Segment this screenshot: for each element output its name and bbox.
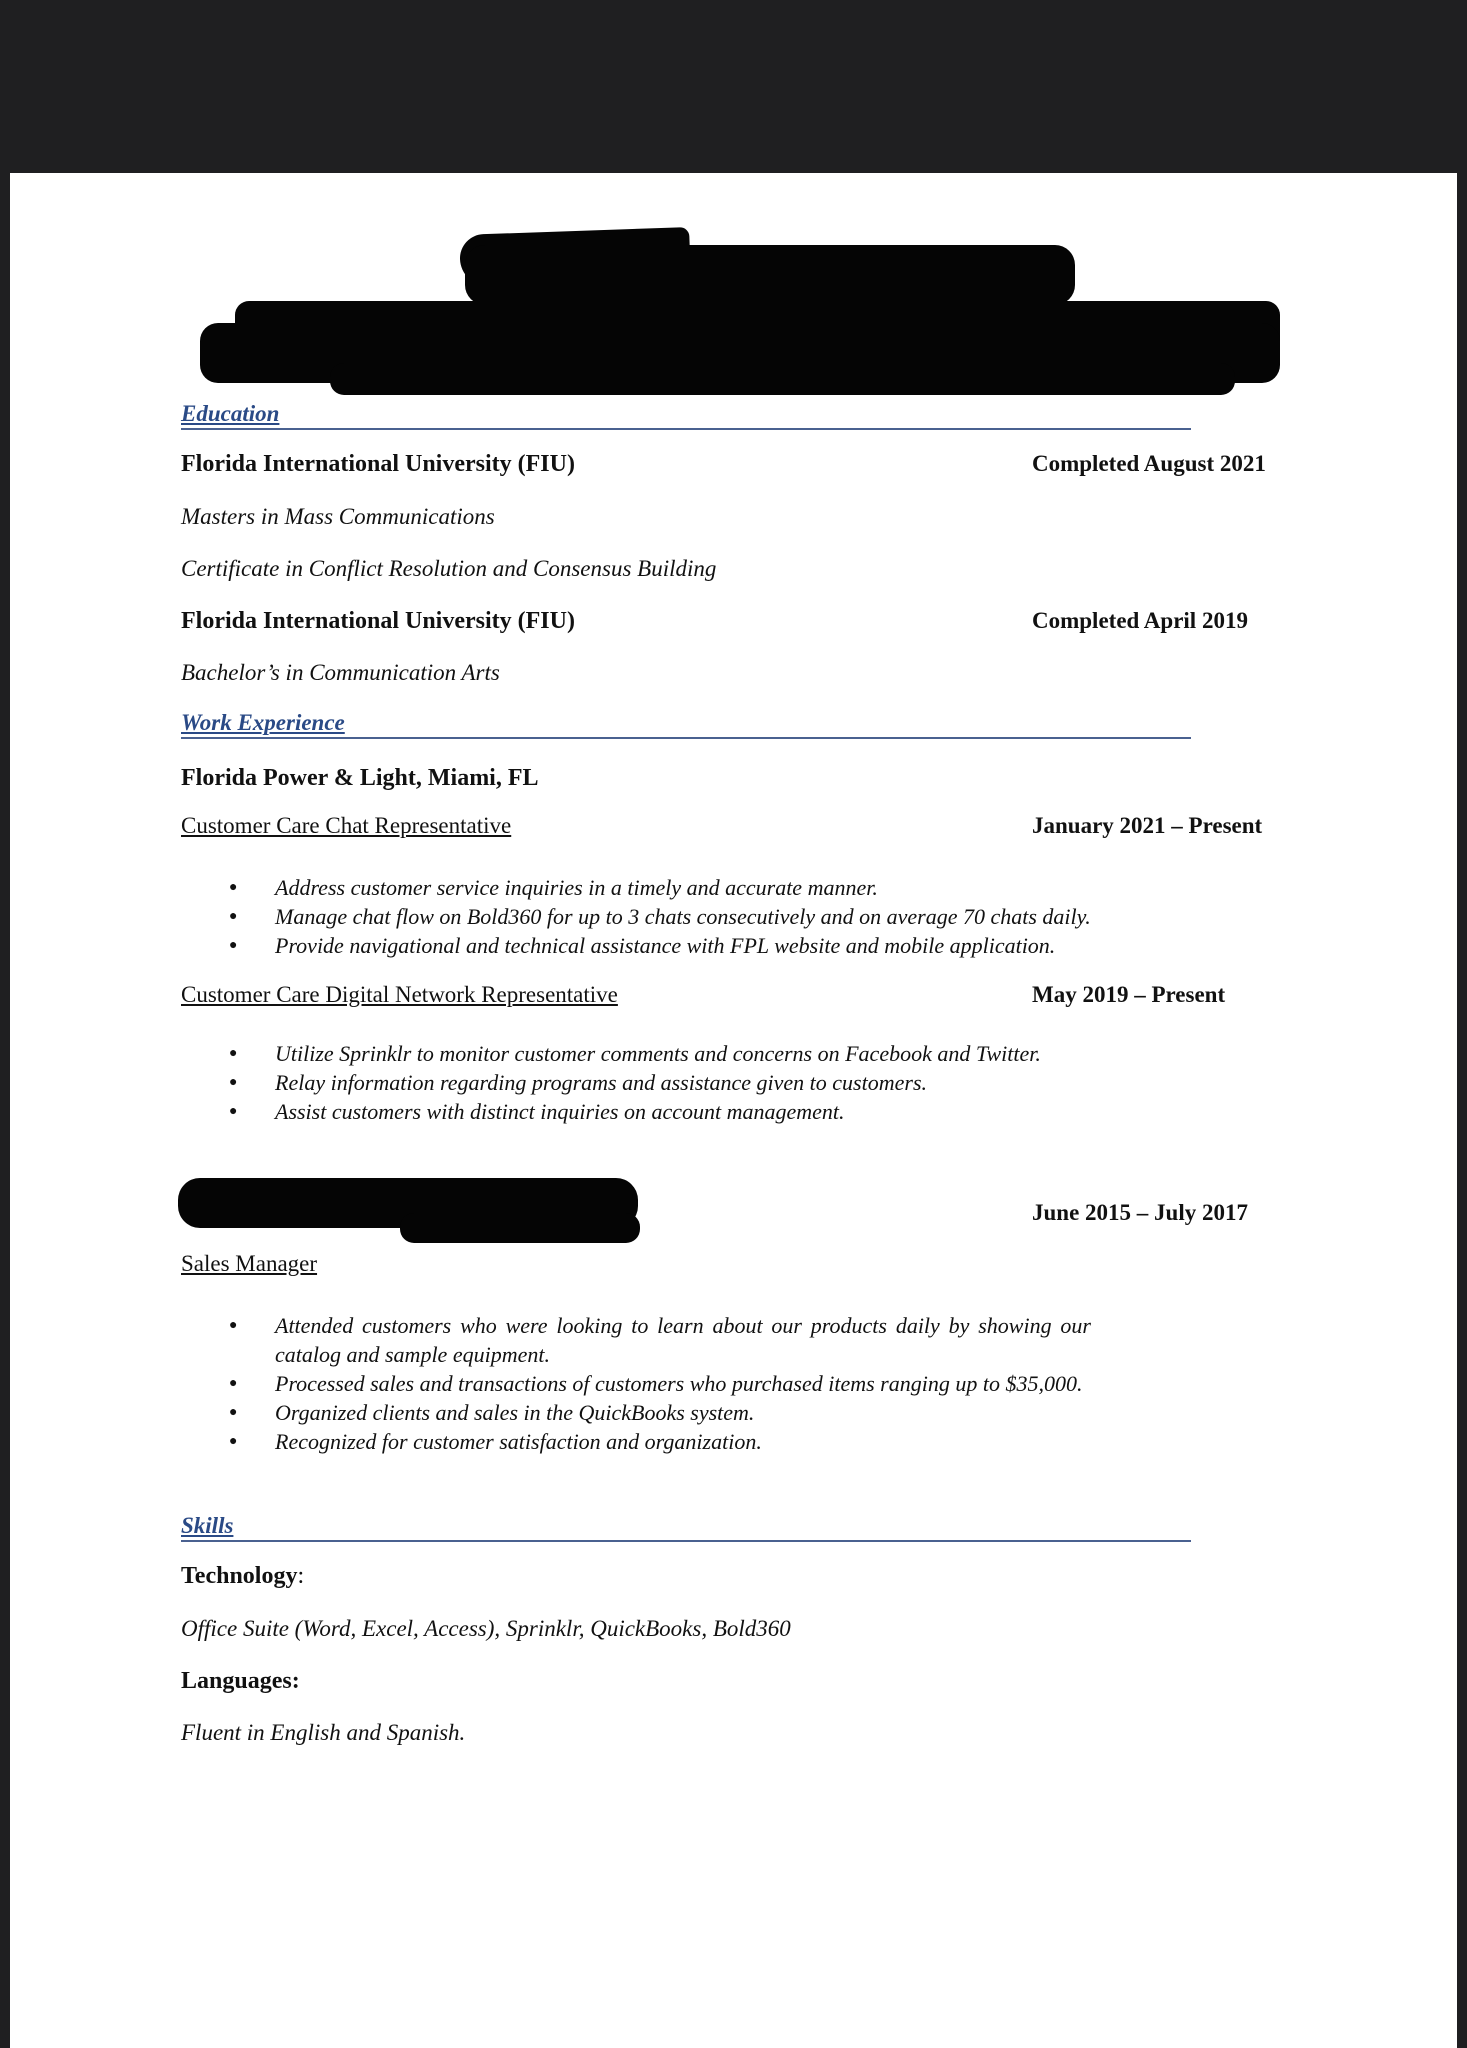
job-date-3: June 2015 – July 2017 [1032,1200,1248,1225]
education-heading-rule [181,398,1191,430]
list-item: ● Assist customers with distinct inquiries on account management. [225,1097,1091,1126]
education-date-1: Completed August 2021 [1032,451,1266,476]
technology-label-text: Technology [181,1563,298,1589]
job-date-2: May 2019 – Present [1032,982,1226,1007]
employer-name-1: Florida Power & Light, Miami, FL [181,765,539,791]
job-title-2: Customer Care Digital Network Representative [181,982,618,1007]
work-heading: Work Experience [181,710,345,735]
education-degree-1: Masters in Mass Communications [181,504,495,529]
education-date-2: Completed April 2019 [1032,608,1248,633]
list-item: ● Utilize Sprinklr to monitor customer comments and concerns on Facebook and Twitter. [225,1039,1091,1068]
list-item: ● Manage chat flow on Bold360 for up to 3 chats consecutively and on average 70 chats daily. [225,902,1091,931]
education-certificate-1: Certificate in Conflict Resolution and Consensus Building [181,556,717,581]
languages-value: Fluent in English and Spanish. [181,1720,466,1745]
list-item: ● Recognized for customer satisfaction and organization. [225,1427,1091,1456]
education-school-1: Florida International University (FIU) [181,451,575,477]
list-item: ● Address customer service inquiries in a timely and accurate manner. [225,873,1091,902]
list-item: ● Provide navigational and technical assistance with FPL website and mobile application. [225,931,1091,960]
resume-page [10,173,1457,2048]
list-item: ● Relay information regarding programs and assistance given to customers. [225,1068,1091,1097]
job-date-1: January 2021 – Present [1032,813,1263,838]
education-heading: Education [181,401,280,426]
job-bullets-2 [225,1039,1091,1126]
technology-value: Office Suite (Word, Excel, Access), Sprinklr, QuickBooks, Bold360 [181,1616,791,1641]
job-bullets-3 [225,1311,1091,1456]
list-item: ● Organized clients and sales in the QuickBooks system. [225,1398,1091,1427]
education-school-2: Florida International University (FIU) [181,608,575,634]
list-item: ● Processed sales and transactions of customers who purchased items ranging up to $35,000. [225,1369,1091,1398]
technology-label-colon: : [297,1563,305,1589]
job-title-3: Sales Manager [181,1251,318,1276]
technology-label [181,1563,304,1590]
work-heading-rule [181,707,1191,739]
education-degree-2: Bachelor’s in Communication Arts [181,660,500,685]
skills-heading: Skills [181,1513,234,1538]
list-item: ● Attended customers who were looking to learn about our products daily by showing our catalog and sample equipment. [225,1311,1091,1369]
job-title-1: Customer Care Chat Representative [181,813,512,838]
job-bullets-1 [225,873,1091,960]
languages-label: Languages: [181,1668,300,1694]
skills-heading-rule [181,1510,1191,1542]
